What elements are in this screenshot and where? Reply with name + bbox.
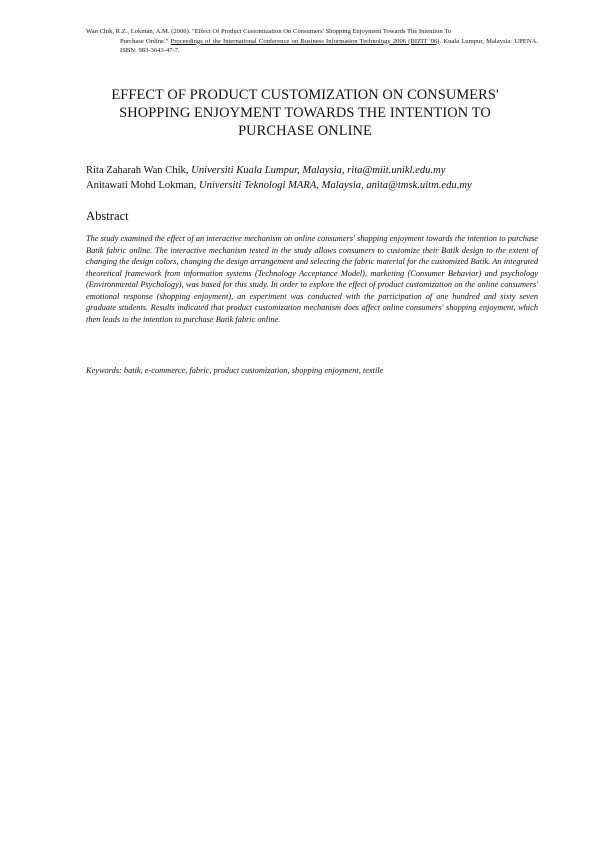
abstract-body: The study examined the effect of an interactive mechanism on online consumers' shopping enjoyment towards the intention to purchase Batik fabric online. The interactive mechanism tested in the study allows consumers to customize their Batik design to the extent of changing the design colors, changing the design arrangement and selecting the fabric material for the customized Batik. An integrated theoretical framework from information systems (Technology Acceptance Model), marketing (Consumer Behavior) and psychology (Environmental Psychology), was based for this study. In order to explore the effect of product customization on the online consumers' emotional response (shopping enjoyment), an experiment was conducted with the participation of one hundred and sixty seven graduate students. Results indicated that product customization mechanism does affect online consumers' shopping enjoyment, which then leads to the intention to purchase Batik fabric online. (86, 234, 538, 324)
author-line (86, 163, 538, 178)
author-line (86, 178, 538, 193)
citation-text: Wan Chik, R.Z., Lokman, A.M. (2006). "Effect Of Product Customization On Consumers' Shopping Enjoyment Towards The Intention To (86, 28, 452, 35)
author-affiliation: Universiti Kuala Lumpur, Malaysia, rita@miit.unikl.edu.my (191, 165, 446, 176)
keywords: Keywords: batik, e-commerce, fabric, product customization, shopping enjoyment, textile (86, 366, 384, 375)
abstract-heading: Abstract (86, 209, 129, 223)
citation-publisher: . Kuala Lumpur, Malaysia: UPENA. ISBN: 983-3643-47-7. (120, 37, 538, 55)
author-name: Rita Zaharah Wan Chik, (86, 165, 189, 176)
author-name: Anitawati Mohd Lokman, (86, 180, 197, 191)
author-affiliation: Universiti Teknologi MARA, Malaysia, anita@tmsk.uitm.edu.my (199, 180, 472, 191)
paper-title: EFFECT OF PRODUCT CUSTOMIZATION ON CONSUMERS' SHOPPING ENJOYMENT TOWARDS THE INTENTION TO PURCHASE ONLINE (111, 87, 499, 140)
citation-text-cont: Purchase Online." (120, 37, 171, 45)
author-list (86, 163, 538, 193)
citation-header (86, 27, 538, 56)
proceedings-link[interactable]: Proceedings of the International Conference on Business Information Technology 2006 (BIZIT '06) (170, 37, 440, 45)
